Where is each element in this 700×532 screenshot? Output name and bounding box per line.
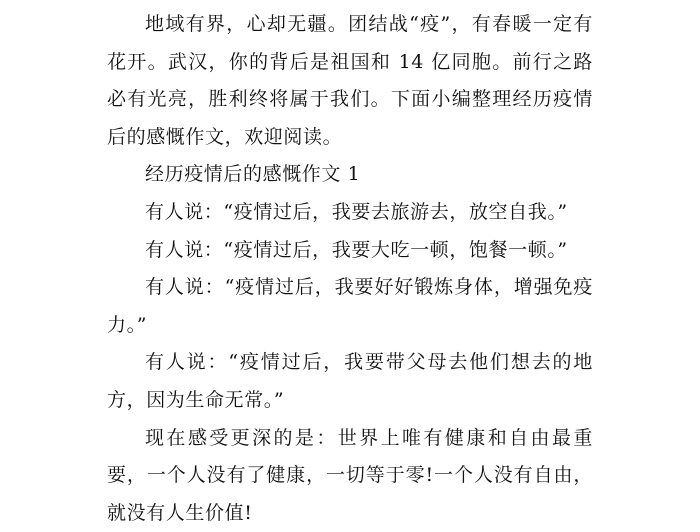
body-paragraph-5: 现在感受更深的是：世界上唯有健康和自由最重要，一个人没有了健康，一切等于零!一个人没有自由，就没有人生价值! — [107, 426, 593, 524]
essay-title: 经历疫情后的感慨作文 1 — [145, 163, 361, 186]
body-paragraph-3: 有人说：“疫情过后，我要好好锻炼身体，增强免疫力。” — [107, 276, 593, 336]
document-body — [107, 6, 593, 532]
body-paragraph-2: 有人说：“疫情过后，我要大吃一顿，饱餐一顿。” — [145, 238, 568, 261]
body-paragraph-1: 有人说：“疫情过后，我要去旅游去，放空自我。” — [145, 200, 568, 223]
intro-paragraph: 地域有界，心却无疆。团结战“疫”，有春暖一定有花开。武汉，你的背后是祖国和 14 亿同胞。前行之路必有光亮，胜利终将属于我们。下面小编整理经历疫情后的感慨作文，欢迎阅读。 — [107, 13, 593, 148]
body-paragraph-4: 有人说：“疫情过后，我要带父母去他们想去的地方，因为生命无常。” — [107, 351, 593, 411]
